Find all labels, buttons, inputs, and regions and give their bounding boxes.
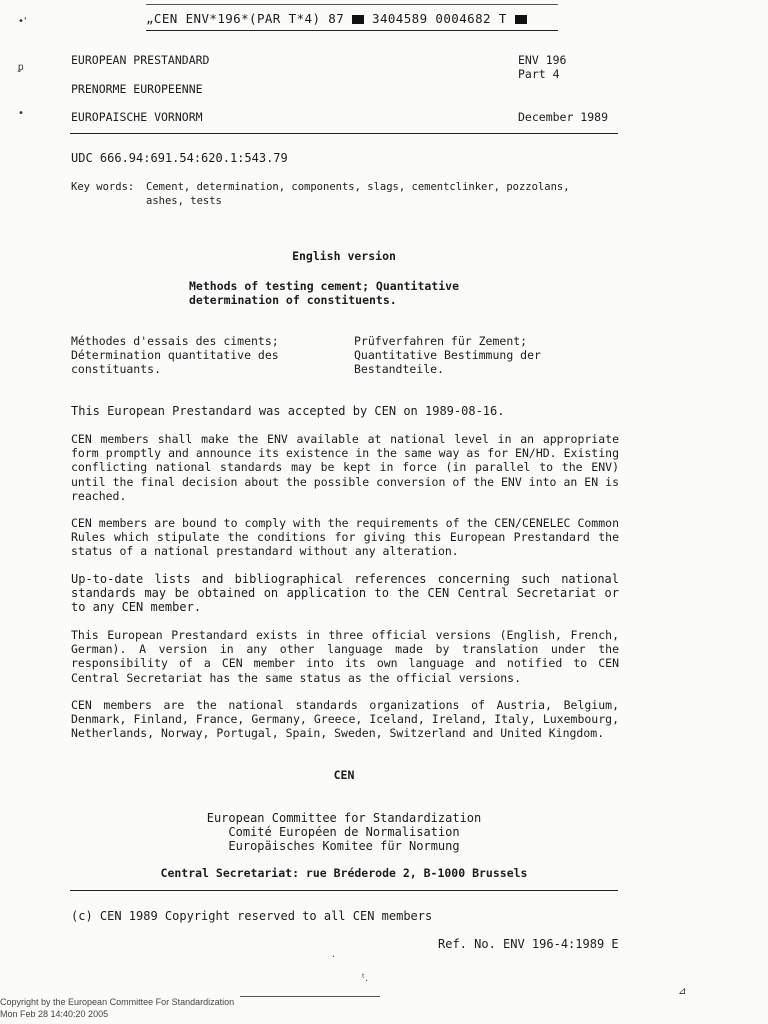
title-fr-line-1: Méthodes d'essais des ciments;	[71, 334, 279, 348]
accepted-statement: This European Prestandard was accepted by CEN on 1989-08-16.	[71, 404, 505, 418]
copyright-notice: (c) CEN 1989 Copyright reserved to all CEN members	[71, 909, 433, 923]
central-secretariat: Central Secretariat: rue Bréderode 2, B-1000 Brussels	[160, 866, 528, 880]
paragraph-official-versions: This European Prestandard exists in three official versions (English, French, German). A version in any other language made by translation under the responsibility of a CEN member into its own language and notified to CEN Central Secretariat has the same status as the official versions.	[71, 628, 619, 685]
title-fr-line-2: Détermination quantitative des	[71, 348, 279, 362]
title-de: EUROPAISCHE VORNORM	[71, 110, 203, 124]
reference-number: Ref. No. ENV 196-4:1989 E	[438, 937, 619, 951]
paragraph-common-rules: CEN members are bound to comply with the requirements of the CEN/CENELEC Common Rules which stipulate the conditions for giving this European Prestandard the status of a national prestandard without any alteration.	[71, 516, 619, 559]
title-fr-line-3: constituants.	[71, 362, 162, 376]
header-code	[146, 12, 527, 26]
title-de-line-3: Bestandteile.	[354, 362, 445, 376]
udc: UDC 666.94:691.54:620.1:543.79	[71, 151, 288, 165]
scan-mark: •'	[18, 16, 27, 27]
cen-label: CEN	[333, 768, 355, 782]
footer-stamp-line-1: Copyright by the European Committee For Standardization	[0, 997, 235, 1007]
scan-mark: ·	[332, 952, 336, 963]
title-fr: PRENORME EUROPEENNE	[71, 82, 203, 96]
header-code-b: 3404589 0004682 T	[372, 11, 507, 26]
doc-date: December 1989	[518, 110, 609, 124]
paragraph-cen-members: CEN members are the national standards organizations of Austria, Belgium, Denmark, Finland, France, Germany, Greece, Iceland, Ireland, Italy, Luxembourg, Netherlands, Norway, Portugal, Spain, Sweden, Switzerland and United Kingdom.	[71, 698, 619, 741]
committee-de: Europäisches Komitee für Normung	[228, 839, 460, 853]
top-scan-rule	[146, 4, 558, 5]
title-line-1: Methods of testing cement; Quantitative	[189, 279, 460, 293]
title-line-2: determination of constituents.	[189, 293, 397, 307]
scan-mark: •	[18, 108, 24, 119]
redaction-block	[515, 15, 527, 24]
version-label: English version	[292, 249, 396, 263]
bottom-scan-rule	[240, 996, 380, 997]
keywords-line-1: Cement, determination, components, slags, cementclinker, pozzolans,	[146, 181, 570, 193]
paragraph-availability: CEN members shall make the ENV available at national level in an appropriate form promptly and announce its existence in the same way as for EN/HD. Existing conflicting national standards may be kept in force (in parallel to the ENV) until the final decision about the possible conversion of the ENV into an EN is reached.	[71, 432, 619, 503]
header-code-underline	[146, 30, 558, 31]
header-code-a: „CEN ENV*196*(PAR T*4) 87	[146, 11, 345, 26]
scan-mark: ᵱ	[18, 62, 24, 73]
scan-mark: ⊿	[678, 986, 687, 997]
footer-rule	[70, 890, 618, 891]
title-de-line-1: Prüfverfahren für Zement;	[354, 334, 528, 348]
paragraph-references: Up-to-date lists and bibliographical references concerning such national standards may be obtained on application to the CEN Central Secretariat or to any CEN member.	[71, 572, 619, 615]
redaction-block	[352, 15, 364, 24]
title-de-line-2: Quantitative Bestimmung der	[354, 348, 541, 362]
title-rule	[70, 133, 618, 134]
keywords-line-2: ashes, tests	[146, 195, 222, 207]
title-en: EUROPEAN PRESTANDARD	[71, 53, 210, 67]
doc-part: Part 4	[518, 67, 560, 81]
scan-mark: ᵗ.	[362, 973, 369, 984]
doc-id: ENV 196	[518, 53, 567, 67]
footer-stamp-line-2: Mon Feb 28 14:40:20 2005	[0, 1009, 109, 1019]
committee-en: European Committee for Standardization	[206, 811, 482, 825]
keywords-label: Key words:	[71, 181, 135, 193]
committee-fr: Comité Européen de Normalisation	[228, 825, 460, 839]
